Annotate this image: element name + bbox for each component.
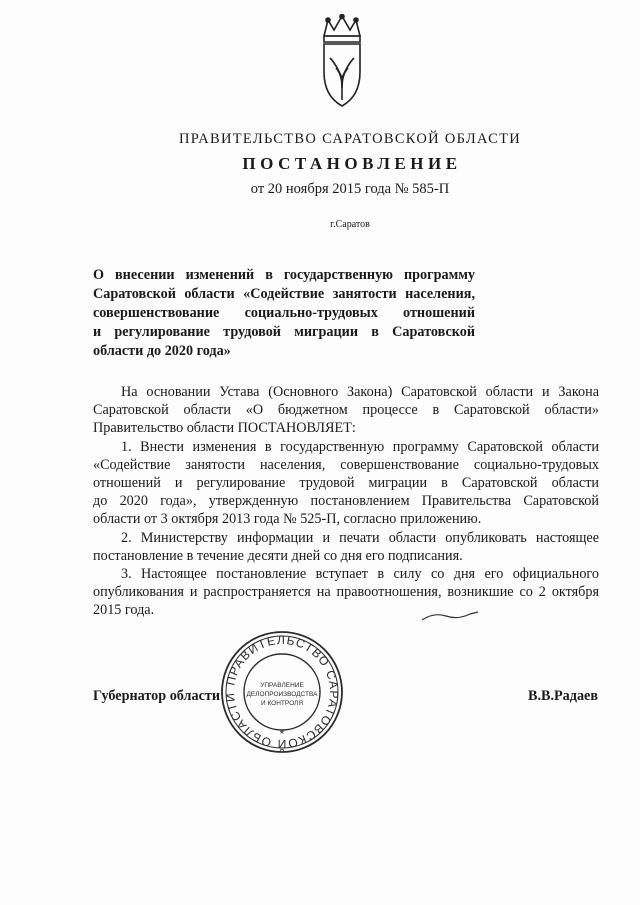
svg-text:ПРАВИТЕЛЬСТВО САРАТОВСКОЙ ОБЛА: ПРАВИТЕЛЬСТВО САРАТОВСКОЙ ОБЛАСТИ (222, 632, 342, 752)
governor-name: В.В.Радаев (527, 688, 598, 704)
body-line: области от 3 октября 2013 года № 525-П, согласно приложению. (93, 511, 482, 528)
body-line: отношений и регулирование трудовой миграции в Саратовской области (93, 475, 599, 492)
body-line: опубликования и распространяется на правоотношения, возникшие со 2 октября (93, 584, 599, 601)
body-line: «Содействие занятости населения, совершенствование социально-трудовых (93, 456, 599, 473)
government-name: ПРАВИТЕЛЬСТВО САРАТОВСКОЙ ОБЛАСТИ (178, 131, 522, 147)
svg-text:И КОНТРОЛЯ: И КОНТРОЛЯ (260, 700, 304, 707)
decree-date-number: от 20 ноября 2015 года № 585-П (250, 181, 450, 197)
governor-position: Губернатор области (93, 688, 221, 704)
document-type-title: ПОСТАНОВЛЕНИЕ (242, 154, 462, 173)
body-line: до 2020 года», утвержденную постановлением Правительства Саратовской (93, 493, 599, 510)
decree-body (93, 383, 599, 620)
svg-text:*: * (279, 727, 285, 741)
body-line: 1. Внести изменения в государственную программу Саратовской области (121, 438, 599, 455)
body-line: Саратовской области «О бюджетном процессе в Саратовской области» (93, 402, 599, 419)
decree-subject (93, 266, 475, 361)
signature-icon (420, 606, 480, 626)
subject-line: Саратовской области «Содействие занятости населения, (93, 286, 475, 302)
body-line: 3. Настоящее постановление вступает в силу со дня его официального (121, 566, 599, 583)
subject-line: совершенствование социально-трудовых отношений (93, 305, 475, 321)
body-line: 2015 года. (93, 602, 155, 619)
body-line: постановление в течение десяти дней со дня его подписания. (93, 547, 463, 564)
body-line: Правительство области ПОСТАНОВЛЯЕТ: (93, 420, 356, 437)
subject-line: и регулирование трудовой миграции в Саратовской (93, 324, 475, 340)
subject-line: О внесении изменений в государственную программу (93, 267, 475, 283)
coat-of-arms-icon (316, 14, 368, 110)
svg-text:УПРАВЛЕНИЕ: УПРАВЛЕНИЕ (260, 682, 304, 689)
body-line: На основании Устава (Основного Закона) Саратовской области и Закона (121, 384, 599, 400)
body-line: 2. Министерству информации и печати области опубликовать настоящее (121, 529, 599, 546)
subject-line: области до 2020 года» (93, 343, 231, 359)
city-label: г.Саратов (330, 219, 370, 230)
official-seal-icon (220, 630, 344, 754)
svg-text:ДЕЛОПРОИЗВОДСТВА: ДЕЛОПРОИЗВОДСТВА (246, 691, 318, 698)
